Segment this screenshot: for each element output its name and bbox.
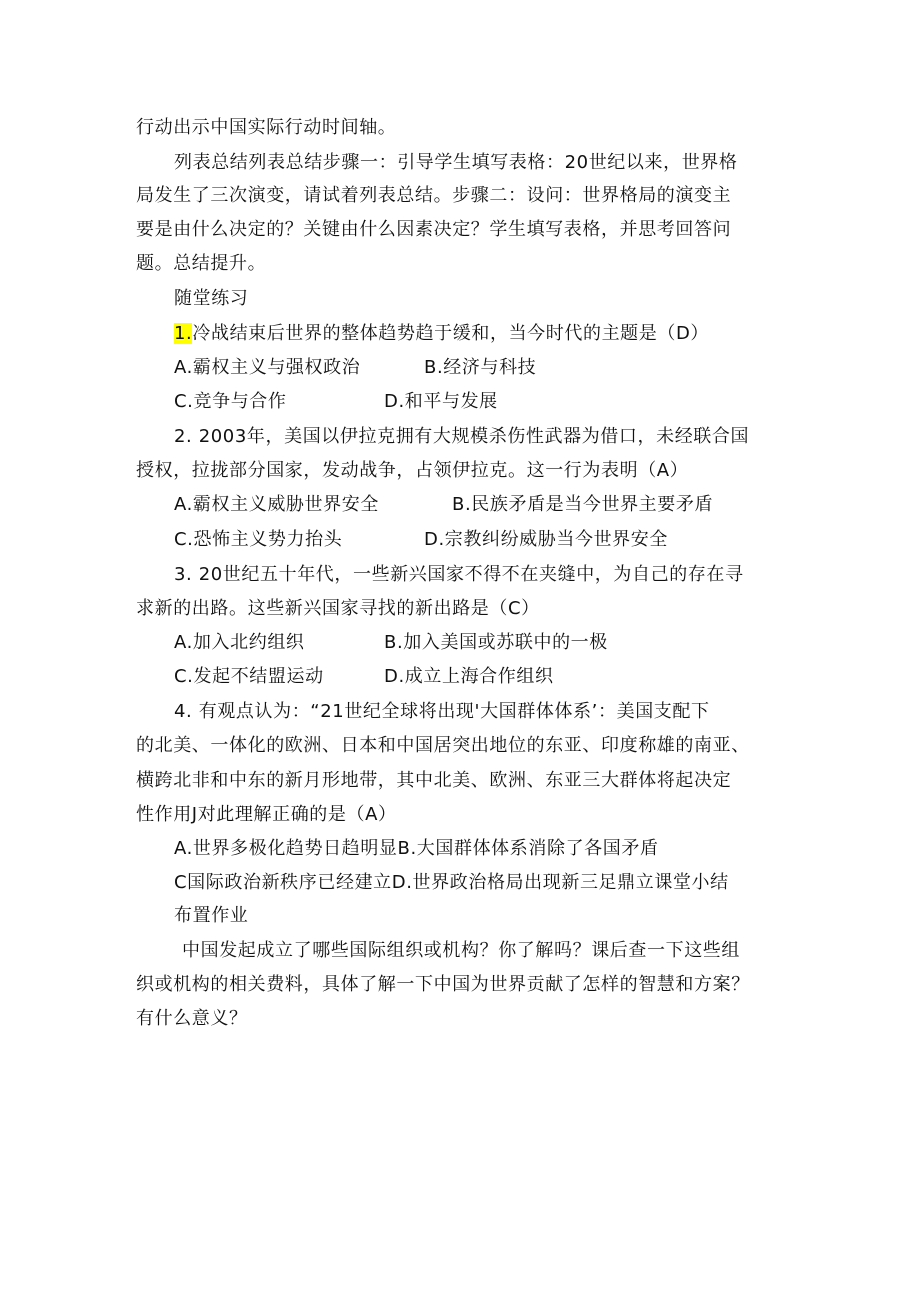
question-4-options-line-1: A.世界多极化趋势日趋明显B.大国群体体系消除了各国矛盾 <box>174 838 659 859</box>
summary-line-1: 列表总结列表总结步骤一：引导学生填写表格：20世纪以来，世界格 <box>174 152 738 173</box>
summary-line-4: 题。总结提升。 <box>136 253 267 274</box>
question-1-option-b: B.经济与科技 <box>424 357 537 378</box>
question-4-stem-1: 4. 有观点认为：“21世纪全球将出现'大国群体体系’：美国支配下 <box>174 701 710 722</box>
question-1-option-c: C.竞争与合作 <box>174 391 287 412</box>
question-4-stem-3: 横跨北非和中东的新月形地带，其中北美、欧洲、东亚三大群体将起决定 <box>136 770 732 791</box>
question-4-options-line-2: C国际政治新秩序已经建立D.世界政治格局出现新三足鼎立课堂小结 <box>174 872 729 893</box>
intro-line: 行动出示中国实际行动时间轴。 <box>136 117 397 138</box>
question-3-option-c: C.发起不结盟运动 <box>174 666 324 687</box>
question-1-option-a: A.霸权主义与强权政治 <box>174 357 361 378</box>
question-2-option-a: A.霸权主义威胁世界安全 <box>174 494 379 515</box>
question-1-stem <box>174 321 709 347</box>
homework-line-2: 织或机构的相关费料，具体了解一下中国为世界贡献了怎样的智慧和方案？ <box>136 974 750 995</box>
question-1-option-d: D.和平与发展 <box>384 391 498 412</box>
question-3-option-b: B.加入美国或苏联中的一极 <box>384 632 608 653</box>
question-3-option-d: D.成立上海合作组织 <box>384 666 554 687</box>
homework-heading: 布置作业 <box>174 905 249 926</box>
homework-line-1: 中国发起成立了哪些国际组织或机构？你了解吗？课后查一下这些组 <box>182 940 740 961</box>
question-2-option-d: D.宗教纠纷威胁当今世界安全 <box>424 529 668 550</box>
summary-line-3: 要是由什么决定的？关键由什么因素决定？学生填写表格，并思考回答问 <box>136 219 732 240</box>
question-4-stem-4: 性作用J对此理解正确的是（A） <box>136 804 397 825</box>
question-4-stem-2: 的北美、一体化的欧洲、日本和中国居突出地位的东亚、印度称雄的南亚、 <box>136 735 750 756</box>
homework-line-3: 有什么意义？ <box>136 1008 248 1029</box>
question-1-number: 1. <box>174 323 193 344</box>
question-3-stem-2: 求新的出路。这些新兴国家寻找的新出路是（C） <box>136 598 540 619</box>
question-1-text: 冷战结束后世界的整体趋势趋于缓和，当今时代的主题是（D） <box>192 323 710 344</box>
question-3-option-a: A.加入北约组织 <box>174 632 305 653</box>
question-2-option-c: C.恐怖主义势力抬头 <box>174 529 343 550</box>
question-2-stem-2: 授权，拉拢部分国家，发动战争，占领伊拉克。这一行为表明（A） <box>136 460 689 481</box>
question-2-option-b: B.民族矛盾是当今世界主要矛盾 <box>452 494 714 515</box>
practice-heading: 随堂练习 <box>174 288 249 309</box>
question-3-stem-1: 3. 20世纪五十年代，一些新兴国家不得不在夹缝中，为自己的存在寻 <box>174 564 744 585</box>
question-2-stem-1: 2. 2003年，美国以伊拉克拥有大规模杀伤性武器为借口，未经联合国 <box>174 426 750 447</box>
summary-line-2: 局发生了三次演变，请试着列表总结。步骤二：设问：世界格局的演变主 <box>136 185 732 206</box>
